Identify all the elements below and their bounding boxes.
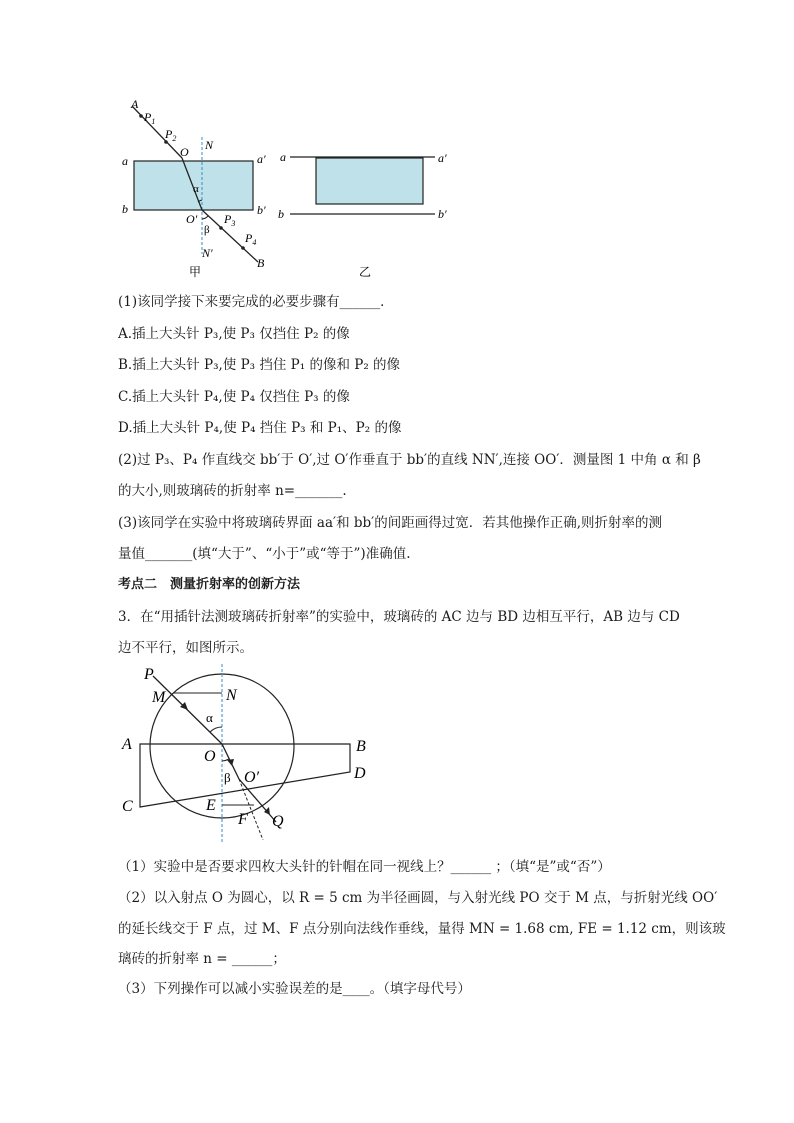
beta-arc xyxy=(202,216,208,219)
label-beta: β xyxy=(224,770,231,785)
label-P1: $P_1$ xyxy=(144,110,156,126)
option-a: A.插上大头针 P₃,使 P₃ 仅挡住 P₂ 的像 xyxy=(118,326,350,342)
label-alpha: α xyxy=(206,710,213,725)
problem-3-question-2-line-2: 的延长线交于 F 点，过 M、F 点分别向法线作垂线，量得 MN = 1.68 cm, FE = 1.12 cm，则该玻 xyxy=(118,921,726,937)
problem-3-question-2-line-1: （2）以入射点 O 为圆心，以 R = 5 cm 为半径画圆，与入射光线 PO 交于 M 点，与折射光线 OO′ xyxy=(118,890,718,906)
label-F: F xyxy=(238,811,248,828)
label-O: O xyxy=(180,145,189,159)
label-D: D xyxy=(354,765,366,782)
pin-p4 xyxy=(241,246,245,250)
pin-p1 xyxy=(139,114,143,118)
label-P2: $P_2$ xyxy=(165,127,177,143)
label-yi-b-prime: b′ xyxy=(438,207,447,221)
figure-yi xyxy=(278,150,447,279)
pin-p3 xyxy=(219,226,223,230)
caption-jia: 甲 xyxy=(189,265,202,279)
label-O-prime: O′ xyxy=(186,212,198,226)
label-beta: β xyxy=(204,224,210,236)
question-2-line-1: (2)过 P₃、P₄ 作直线交 bb′于 O′,过 O′作垂直于 bb′的直线 NN′,连接 OO′．测量图 1 中角 α 和 β xyxy=(118,452,701,468)
label-Q: Q xyxy=(272,813,284,830)
problem-3-line-2: 边不平行，如图所示。 xyxy=(118,640,253,656)
problem-3-question-3: （3）下列操作可以减小实验误差的是____。（填字母代号） xyxy=(118,981,471,997)
label-P4: $P_4$ xyxy=(245,231,257,247)
problem-3-question-2-line-3: 璃砖的折射率 n = ______； xyxy=(118,951,286,967)
label-P: P xyxy=(144,666,154,683)
question-3-line-2: 量值_______(填“大于”、“小于”或“等于”)准确值. xyxy=(118,546,411,562)
label-O: O xyxy=(204,748,216,765)
incident-ray xyxy=(132,106,182,158)
figure-1 xyxy=(110,92,470,282)
label-a-prime: a′ xyxy=(257,152,266,166)
label-E: E xyxy=(206,797,216,814)
label-A: A xyxy=(131,97,139,111)
label-B: B xyxy=(257,256,265,270)
label-b-prime: b′ xyxy=(257,203,266,217)
label-yi-b: b xyxy=(278,207,284,221)
figure-2 xyxy=(118,660,378,850)
label-N-prime: N′ xyxy=(202,246,213,260)
label-M: M xyxy=(152,689,166,706)
option-b: B.插上大头针 P₃,使 P₃ 挡住 P₁ 的像和 P₂ 的像 xyxy=(118,357,401,373)
arrow-refracted xyxy=(227,759,234,766)
label-B: B xyxy=(356,738,366,755)
problem-3-line-1: 3．在“用插针法测玻璃砖折射率”的实验中，玻璃砖的 AC 边与 BD 边相互平行，AB 边与 CD xyxy=(118,609,680,625)
label-alpha: α xyxy=(193,183,199,195)
label-P3: $P_3$ xyxy=(224,212,236,228)
label-yi-a-prime: a′ xyxy=(438,151,447,165)
alpha-arc xyxy=(210,727,222,732)
caption-yi: 乙 xyxy=(359,265,372,279)
section-heading: 考点二 测量折射率的创新方法 xyxy=(118,577,301,592)
question-1-prompt: (1)该同学接下来要完成的必要步骤有______． xyxy=(118,294,394,310)
figure-jia xyxy=(122,97,266,279)
label-yi-a: a xyxy=(280,150,286,164)
option-d: D.插上大头针 P₄,使 P₄ 挡住 P₃ 和 P₁、P₂ 的像 xyxy=(118,420,402,436)
label-N: N xyxy=(205,138,214,152)
label-O-prime: O′ xyxy=(244,769,260,786)
problem-3-question-1: （1）实验中是否要求四枚大头针的针帽在同一视线上？______ ；（填“是”或“否”） xyxy=(118,859,611,875)
label-C: C xyxy=(122,798,133,815)
question-2-line-2: 的大小,则玻璃砖的折射率 n=_______. xyxy=(118,483,347,499)
label-A: A xyxy=(122,736,132,753)
label-a: a xyxy=(122,154,128,168)
label-N: N xyxy=(226,687,237,704)
label-b: b xyxy=(122,202,128,216)
glass-block-yi xyxy=(316,158,423,204)
option-c: C.插上大头针 P₄,使 P₄ 仅挡住 P₃ 的像 xyxy=(118,389,350,405)
question-3-line-1: (3)该同学在实验中将玻璃砖界面 aa′和 bb′的间距画得过宽．若其他操作正确,则折射率的测 xyxy=(118,515,663,531)
